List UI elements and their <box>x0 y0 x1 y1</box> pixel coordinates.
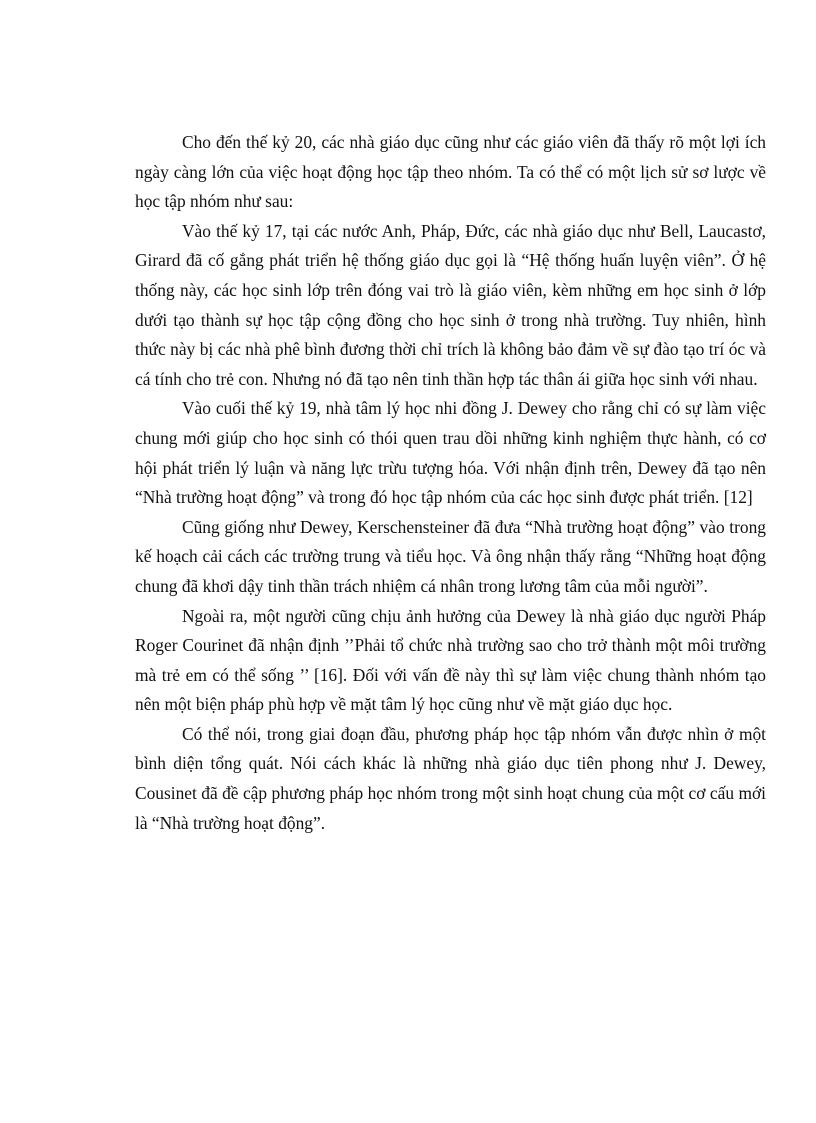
paragraph-6: Có thể nói, trong giai đoạn đầu, phương pháp học tập nhóm vẫn được nhìn ở một bình diện tổng quát. Nói cách khác là những nhà giáo dục tiên phong như J. Dewey, Cousinet đã đề cập phương pháp học nhóm trong một sinh hoạt chung của một cơ cấu mới là “Nhà trường hoạt động”. <box>135 723 766 833</box>
paragraph-1: Cho đến thế kỷ 20, các nhà giáo dục cũng như các giáo viên đã thấy rõ một lợi ích ngày càng lớn của việc hoạt động học tập theo nhóm. Ta có thể có một lịch sử sơ lược về học tập nhóm như sau: <box>135 132 766 212</box>
paragraph-2: Vào thế kỷ 17, tại các nước Anh, Pháp, Đức, các nhà giáo dục như Bell, Laucastơ, Girard đã cố gắng phát triển hệ thống giáo dục gọi là “Hệ thống huấn luyện viên”. Ở hệ thống này, các học sinh lớp trên đóng vai trò là giáo viên, kèm những em học sinh ở lớp dưới tạo thành sự học tập cộng đồng cho học sinh ở trong nhà trường. Tuy nhiên, hình thức này bị các nhà phê bình đương thời chỉ trích là không bảo đảm về sự đào tạo trí óc và cá tính cho trẻ con. Nhưng nó đã tạo nên tinh thần hợp tác thân ái giữa học sinh với nhau. <box>135 220 766 389</box>
paragraph-5: Ngoài ra, một người cũng chịu ảnh hưởng của Dewey là nhà giáo dục người Pháp Roger Courinet đã nhận định ’’Phải tổ chức nhà trường sao cho trở thành một môi trường mà trẻ em có thể sống ’’ [16]. Đối với vấn đề này thì sự làm việc chung thành nhóm tạo nên một biện pháp phù hợp về mặt tâm lý học cũng như về mặt giáo dục học. <box>135 605 766 715</box>
paragraph-4: Cũng giống như Dewey, Kerschensteiner đã đưa “Nhà trường hoạt động” vào trong kế hoạch cải cách các trường trung và tiểu học. Và ông nhận thấy rằng “Những hoạt động chung đã khơi dậy tinh thần trách nhiệm cá nhân trong lương tâm của mỗi người”. <box>135 516 766 596</box>
document-body <box>135 128 766 838</box>
paragraph-3: Vào cuối thế kỷ 19, nhà tâm lý học nhi đồng J. Dewey cho rằng chỉ có sự làm việc chung mới giúp cho học sinh có thói quen trau dồi những kinh nghiệm thực hành, có cơ hội phát triển lý luận và năng lực trừu tượng hóa. Với nhận định trên, Dewey đã tạo nên “Nhà trường hoạt động” và trong đó học tập nhóm của các học sinh được phát triển. [12] <box>135 398 766 508</box>
